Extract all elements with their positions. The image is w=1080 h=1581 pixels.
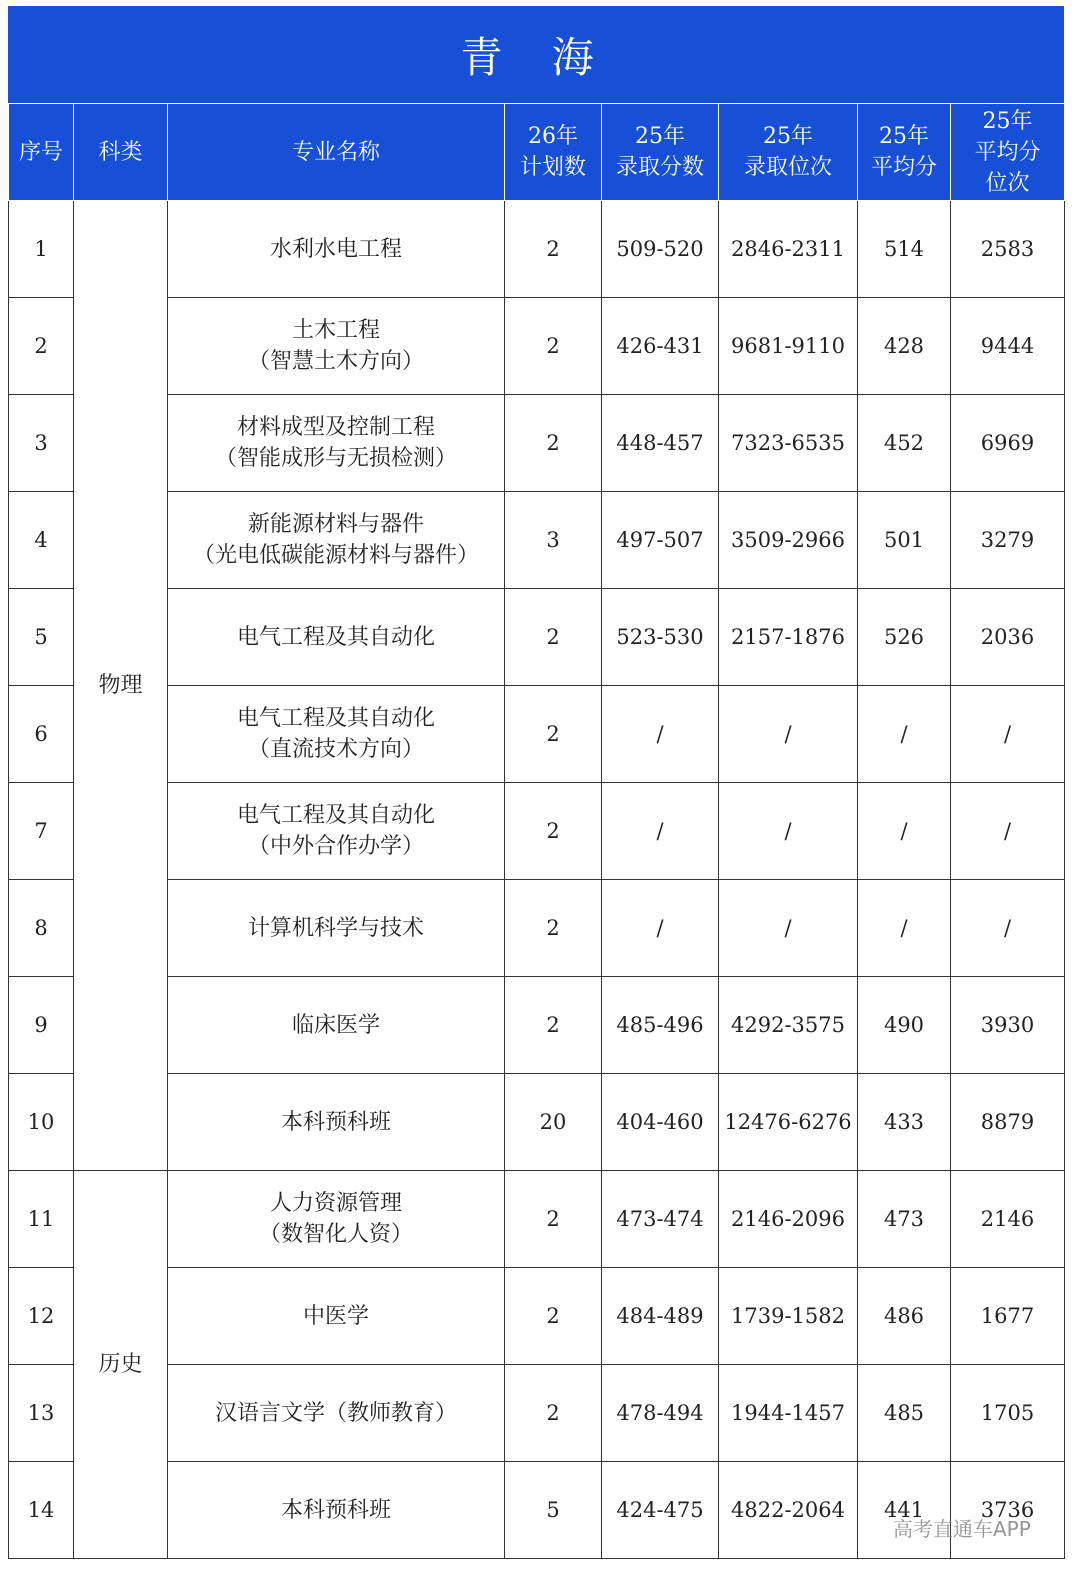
cell-avg-rank: 9444 xyxy=(951,298,1065,395)
cell-avg-rank: / xyxy=(951,686,1065,783)
header-category xyxy=(74,104,168,201)
header-line: 录取分数 xyxy=(615,155,704,180)
cell-avg-rank: 1705 xyxy=(951,1365,1065,1462)
cell-major xyxy=(168,977,505,1074)
cell-avg: 490 xyxy=(858,977,951,1074)
header-plan xyxy=(505,104,602,201)
header-line: 专业名称 xyxy=(291,139,380,165)
cell-score: 484-489 xyxy=(602,1268,719,1365)
watermark: 高考直通车APP xyxy=(893,1517,1031,1541)
cell-avg: 428 xyxy=(858,298,951,395)
cell-score: / xyxy=(602,880,719,977)
cell-major xyxy=(168,1268,505,1365)
cell-score: 473-474 xyxy=(602,1171,719,1268)
cell-avg-rank: 3736 xyxy=(951,1462,1065,1559)
cell-rank: / xyxy=(719,686,858,783)
cell-major xyxy=(168,201,505,298)
cell-avg-rank: / xyxy=(951,783,1065,880)
cell-rank: 12476-6276 xyxy=(719,1074,858,1171)
cell-rank: / xyxy=(719,880,858,977)
cell-plan: 2 xyxy=(505,1171,602,1268)
cell-major xyxy=(168,589,505,686)
major-line: 材料成型及控制工程 xyxy=(236,415,435,440)
major-line: （智慧土木方向） xyxy=(247,349,424,374)
cell-score: 448-457 xyxy=(602,395,719,492)
major-line: （直流技术方向） xyxy=(247,737,424,762)
cell-rank: 7323-6535 xyxy=(719,395,858,492)
table-row xyxy=(9,589,1065,686)
table-row xyxy=(9,686,1065,783)
major-line: （数智化人资） xyxy=(258,1222,413,1247)
cell-plan: 2 xyxy=(505,298,602,395)
cell-major xyxy=(168,1171,505,1268)
cell-index: 1 xyxy=(9,201,74,298)
major-line: （光电低碳能源材料与器件） xyxy=(192,543,479,568)
cell-index: 9 xyxy=(9,977,74,1074)
cell-index: 3 xyxy=(9,395,74,492)
cell-plan: 20 xyxy=(505,1074,602,1171)
cell-avg: / xyxy=(858,783,951,880)
cell-avg: 501 xyxy=(858,492,951,589)
header-line: 录取位次 xyxy=(743,155,832,180)
header-line: 25年 xyxy=(879,124,929,149)
header-line: 计划数 xyxy=(519,155,586,180)
cell-avg-rank: 2583 xyxy=(951,201,1065,298)
cell-avg: / xyxy=(858,686,951,783)
cell-avg: 486 xyxy=(858,1268,951,1365)
cell-major xyxy=(168,783,505,880)
cell-avg: / xyxy=(858,880,951,977)
header-index xyxy=(9,104,74,201)
major-line: 电气工程及其自动化 xyxy=(236,803,435,828)
cell-major xyxy=(168,395,505,492)
table-row xyxy=(9,1171,1065,1268)
cell-avg: 473 xyxy=(858,1171,951,1268)
major-line: 人力资源管理 xyxy=(269,1191,402,1216)
table-row xyxy=(9,783,1065,880)
cell-avg: 485 xyxy=(858,1365,951,1462)
table-row xyxy=(9,492,1065,589)
header-major xyxy=(168,104,505,201)
table-row xyxy=(9,977,1065,1074)
header-line: 平均分 xyxy=(974,139,1041,165)
table-row xyxy=(9,880,1065,977)
cell-avg: 452 xyxy=(858,395,951,492)
major-line: 计算机科学与技术 xyxy=(247,915,424,941)
cell-score: 426-431 xyxy=(602,298,719,395)
cell-score: 509-520 xyxy=(602,201,719,298)
header-line: 25年 xyxy=(982,108,1033,134)
cell-rank: 2157-1876 xyxy=(719,589,858,686)
cell-score: 424-475 xyxy=(602,1462,719,1559)
cell-major xyxy=(168,880,505,977)
cell-avg-rank: 3279 xyxy=(951,492,1065,589)
major-line: 临床医学 xyxy=(291,1012,380,1038)
cell-avg: 526 xyxy=(858,589,951,686)
cell-plan: 2 xyxy=(505,977,602,1074)
header-score xyxy=(602,104,719,201)
major-line: （智能成形与无损检测） xyxy=(214,446,457,471)
cell-index: 8 xyxy=(9,880,74,977)
table-row xyxy=(9,298,1065,395)
cell-index: 13 xyxy=(9,1365,74,1462)
header-line: 25年 xyxy=(763,124,813,149)
cell-index: 4 xyxy=(9,492,74,589)
cell-rank: 4292-3575 xyxy=(719,977,858,1074)
cell-avg-rank: 2036 xyxy=(951,589,1065,686)
cell-index: 10 xyxy=(9,1074,74,1171)
cell-rank: 1944-1457 xyxy=(719,1365,858,1462)
major-line: 新能源材料与器件 xyxy=(247,512,424,537)
admission-table xyxy=(8,103,1065,1559)
header-line: 科类 xyxy=(98,139,143,165)
table-header-row xyxy=(9,104,1065,201)
cell-major xyxy=(168,1462,505,1559)
header-line: 平均分 xyxy=(870,155,937,180)
cell-index: 12 xyxy=(9,1268,74,1365)
major-line: 中医学 xyxy=(302,1303,369,1329)
table-row xyxy=(9,201,1065,298)
cell-plan: 5 xyxy=(505,1462,602,1559)
cell-plan: 2 xyxy=(505,1268,602,1365)
cell-index: 5 xyxy=(9,589,74,686)
cell-avg: 514 xyxy=(858,201,951,298)
major-line: （中外合作办学） xyxy=(247,834,424,859)
major-line: 本科预科班 xyxy=(280,1109,391,1135)
cell-plan: 2 xyxy=(505,880,602,977)
major-line: 电气工程及其自动化 xyxy=(236,624,435,650)
table-row xyxy=(9,395,1065,492)
cell-category: 物理 xyxy=(74,201,168,1171)
cell-index: 11 xyxy=(9,1171,74,1268)
cell-avg-rank: 8879 xyxy=(951,1074,1065,1171)
cell-rank: 9681-9110 xyxy=(719,298,858,395)
cell-score: 497-507 xyxy=(602,492,719,589)
cell-score: 478-494 xyxy=(602,1365,719,1462)
major-line: 汉语言文学（教师教育） xyxy=(214,1400,457,1426)
cell-plan: 2 xyxy=(505,686,602,783)
table-row xyxy=(9,1074,1065,1171)
cell-avg-rank: / xyxy=(951,880,1065,977)
header-line: 序号 xyxy=(18,139,63,165)
cell-plan: 2 xyxy=(505,395,602,492)
cell-major xyxy=(168,1074,505,1171)
cell-index: 2 xyxy=(9,298,74,395)
header-avg-rank xyxy=(951,104,1065,201)
cell-score: / xyxy=(602,686,719,783)
cell-plan: 2 xyxy=(505,589,602,686)
table-row xyxy=(9,1268,1065,1365)
table-row xyxy=(9,1462,1065,1559)
cell-plan: 2 xyxy=(505,783,602,880)
cell-avg: 433 xyxy=(858,1074,951,1171)
cell-rank: 4822-2064 xyxy=(719,1462,858,1559)
header-line: 25年 xyxy=(635,124,685,149)
cell-score: 404-460 xyxy=(602,1074,719,1171)
cell-rank: / xyxy=(719,783,858,880)
header-rank xyxy=(719,104,858,201)
major-line: 本科预科班 xyxy=(280,1497,391,1523)
cell-avg-rank: 2146 xyxy=(951,1171,1065,1268)
page-title: 青 海 xyxy=(8,6,1064,103)
header-line: 位次 xyxy=(985,170,1030,196)
cell-major xyxy=(168,1365,505,1462)
cell-rank: 3509-2966 xyxy=(719,492,858,589)
cell-major xyxy=(168,492,505,589)
cell-score: 523-530 xyxy=(602,589,719,686)
major-line: 水利水电工程 xyxy=(269,236,402,262)
cell-major xyxy=(168,686,505,783)
header-avg xyxy=(858,104,951,201)
header-line: 26年 xyxy=(528,124,578,149)
cell-index: 14 xyxy=(9,1462,74,1559)
cell-plan: 2 xyxy=(505,201,602,298)
cell-rank: 2146-2096 xyxy=(719,1171,858,1268)
cell-index: 6 xyxy=(9,686,74,783)
cell-category: 历史 xyxy=(74,1171,168,1559)
major-line: 土木工程 xyxy=(291,318,380,343)
cell-plan: 3 xyxy=(505,492,602,589)
cell-score: / xyxy=(602,783,719,880)
cell-avg-rank: 6969 xyxy=(951,395,1065,492)
cell-avg: 441 xyxy=(858,1462,951,1559)
cell-rank: 2846-2311 xyxy=(719,201,858,298)
cell-avg-rank: 3930 xyxy=(951,977,1065,1074)
major-line: 电气工程及其自动化 xyxy=(236,706,435,731)
cell-plan: 2 xyxy=(505,1365,602,1462)
cell-avg-rank: 1677 xyxy=(951,1268,1065,1365)
table-row xyxy=(9,1365,1065,1462)
cell-major xyxy=(168,298,505,395)
cell-score: 485-496 xyxy=(602,977,719,1074)
cell-rank: 1739-1582 xyxy=(719,1268,858,1365)
cell-index: 7 xyxy=(9,783,74,880)
